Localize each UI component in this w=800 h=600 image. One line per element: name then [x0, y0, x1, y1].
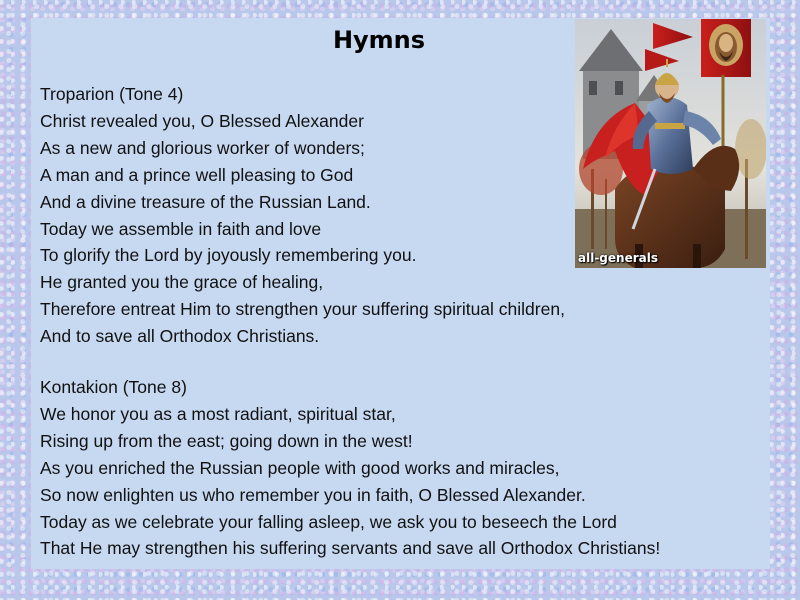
watermark: all-generals	[578, 251, 658, 265]
troparion-line: He granted you the grace of healing,	[40, 272, 324, 293]
troparion-line: To glorify the Lord by joyously remembering you.	[40, 245, 417, 266]
kontakion-line: As you enriched the Russian people with good works and miracles,	[40, 457, 560, 478]
troparion-heading: Troparion (Tone 4)	[40, 84, 184, 104]
banner-icon	[701, 19, 751, 77]
saint-alexander-painting	[575, 19, 766, 268]
troparion-stanza	[40, 81, 565, 350]
troparion-line: Today we assemble in faith and love	[40, 218, 322, 239]
troparion-line: Therefore entreat Him to strengthen your suffering spiritual children,	[40, 299, 565, 320]
slide-title: Hymns	[332, 26, 426, 54]
kontakion-line: That He may strengthen his suffering servants and save all Orthodox Christians!	[40, 538, 661, 559]
kontakion-line: Today as we celebrate your falling asleep, we ask you to beseech the Lord	[40, 511, 617, 532]
kontakion-line: So now enlighten us who remember you in faith, O Blessed Alexander.	[40, 484, 586, 505]
kontakion-stanza	[40, 374, 660, 562]
kontakion-line: We honor you as a most radiant, spiritual star,	[40, 403, 396, 424]
kontakion-heading: Kontakion (Tone 8)	[40, 377, 187, 397]
troparion-line: A man and a prince well pleasing to God	[40, 164, 354, 185]
kontakion-line: Rising up from the east; going down in the west!	[40, 430, 413, 451]
troparion-line: And a divine treasure of the Russian Land.	[40, 191, 371, 212]
troparion-line: And to save all Orthodox Christians.	[40, 326, 320, 347]
troparion-line: Christ revealed you, O Blessed Alexander	[40, 110, 364, 131]
troparion-line: As a new and glorious worker of wonders;	[40, 137, 365, 158]
